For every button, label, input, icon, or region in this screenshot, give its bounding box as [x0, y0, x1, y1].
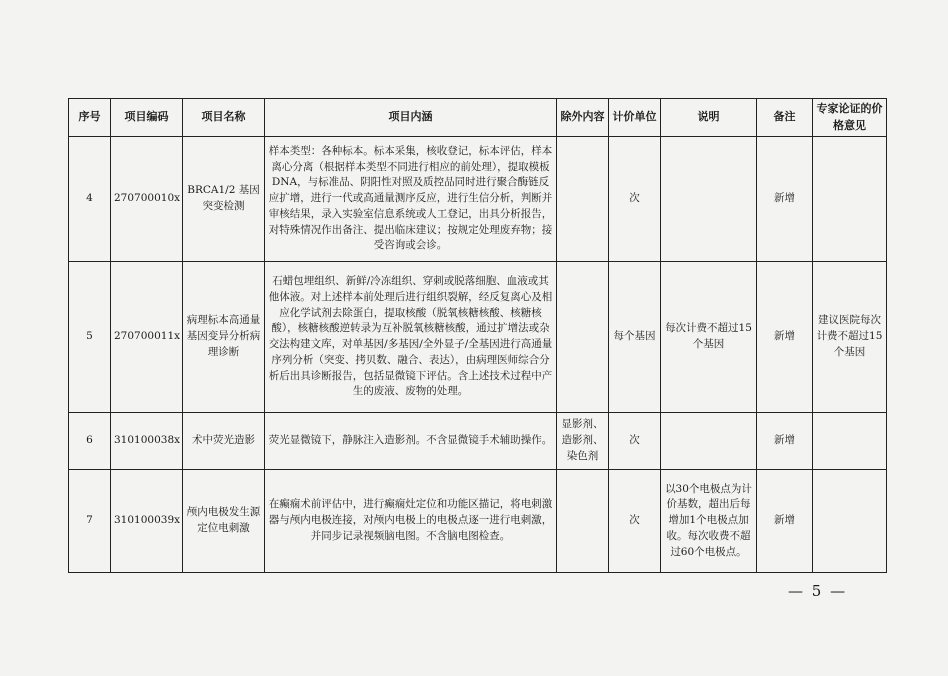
cell-code: 310100038x [111, 413, 183, 470]
table-row [69, 413, 887, 470]
cell-content: 石蜡包埋组织、新鲜/冷冻组织、穿刺或脱落细胞、血液或其他体液。对上述样本前处理后进行组织裂解，经反复离心及相应化学试剂去除蛋白，提取核酸（脱氧核糖核酸、核糖核酸），核糖核酸逆转录为互补脱氧核糖核酸，通过扩增法或杂交法构建文库，对单基因/多基因/全外显子/全基因进行高通量序列分析（突变、拷贝数、融合、表达），由病理医师综合分析后出具诊断报告，包括显微镜下评估。含上述技术过程中产生的废液、废物的处理。 [265, 262, 557, 413]
cell-name: 病理标本高通量基因变异分析病理诊断 [183, 262, 265, 413]
page-number: — 5 — [788, 582, 848, 600]
cell-opinion [813, 413, 887, 470]
cell-remark: 新增 [757, 413, 813, 470]
cell-unit: 次 [609, 413, 661, 470]
header-unit: 计价单位 [609, 99, 661, 137]
header-code: 项目编码 [111, 99, 183, 137]
cell-remark: 新增 [757, 470, 813, 573]
cell-exclusion [557, 262, 609, 413]
fee-table [68, 98, 887, 573]
cell-remark: 新增 [757, 137, 813, 262]
table-row [69, 262, 887, 413]
cell-note [661, 137, 757, 262]
cell-opinion [813, 470, 887, 573]
cell-exclusion [557, 470, 609, 573]
cell-code: 310100039x [111, 470, 183, 573]
table-row [69, 470, 887, 573]
header-content: 项目内涵 [265, 99, 557, 137]
cell-unit: 次 [609, 470, 661, 573]
header-name: 项目名称 [183, 99, 265, 137]
cell-remark: 新增 [757, 262, 813, 413]
cell-name: BRCA1/2 基因突变检测 [183, 137, 265, 262]
table-row [69, 137, 887, 262]
cell-content: 样本类型：各种标本。标本采集，核收登记，标本评估，样本离心分离（根据样本类型不同进行相应的前处理），提取模板 DNA，与标准品、阴阳性对照及质控品同时进行聚合酶链反应扩增，进行一代或高通量测序反应，进行生信分析，判断并审核结果，录入实验室信息系统或人工登记，出具分析报告，对特殊情况作出备注、提出临床建议；按规定处理废弃物；接受咨询或会诊。 [265, 137, 557, 262]
cell-opinion: 建议医院每次计费不超过15个基因 [813, 262, 887, 413]
header-exclusion: 除外内容 [557, 99, 609, 137]
cell-no: 7 [69, 470, 111, 573]
header-no: 序号 [69, 99, 111, 137]
cell-name: 颅内电极发生源定位电刺激 [183, 470, 265, 573]
cell-no: 6 [69, 413, 111, 470]
cell-name: 术中荧光造影 [183, 413, 265, 470]
cell-note: 以30个电极点为计价基数，超出后每增加1个电极点加收。每次收费不超过60个电极点。 [661, 470, 757, 573]
cell-note: 每次计费不超过15个基因 [661, 262, 757, 413]
cell-content: 在癫痫术前评估中，进行癫痫灶定位和功能区描记，将电刺激器与颅内电极连接，对颅内电极上的电极点逐一进行电刺激，并同步记录视频脑电图。不含脑电图检查。 [265, 470, 557, 573]
header-opinion: 专家论证的价格意见 [813, 99, 887, 137]
table-header-row [69, 99, 887, 137]
cell-no: 4 [69, 137, 111, 262]
cell-code: 270700010x [111, 137, 183, 262]
cell-note [661, 413, 757, 470]
header-note: 说明 [661, 99, 757, 137]
cell-no: 5 [69, 262, 111, 413]
cell-unit: 次 [609, 137, 661, 262]
header-remark: 备注 [757, 99, 813, 137]
cell-exclusion [557, 137, 609, 262]
cell-code: 270700011x [111, 262, 183, 413]
cell-opinion [813, 137, 887, 262]
cell-unit: 每个基因 [609, 262, 661, 413]
cell-exclusion: 显影剂、造影剂、染色剂 [557, 413, 609, 470]
cell-content: 荧光显微镜下，静脉注入造影剂。不含显微镜手术辅助操作。 [265, 413, 557, 470]
